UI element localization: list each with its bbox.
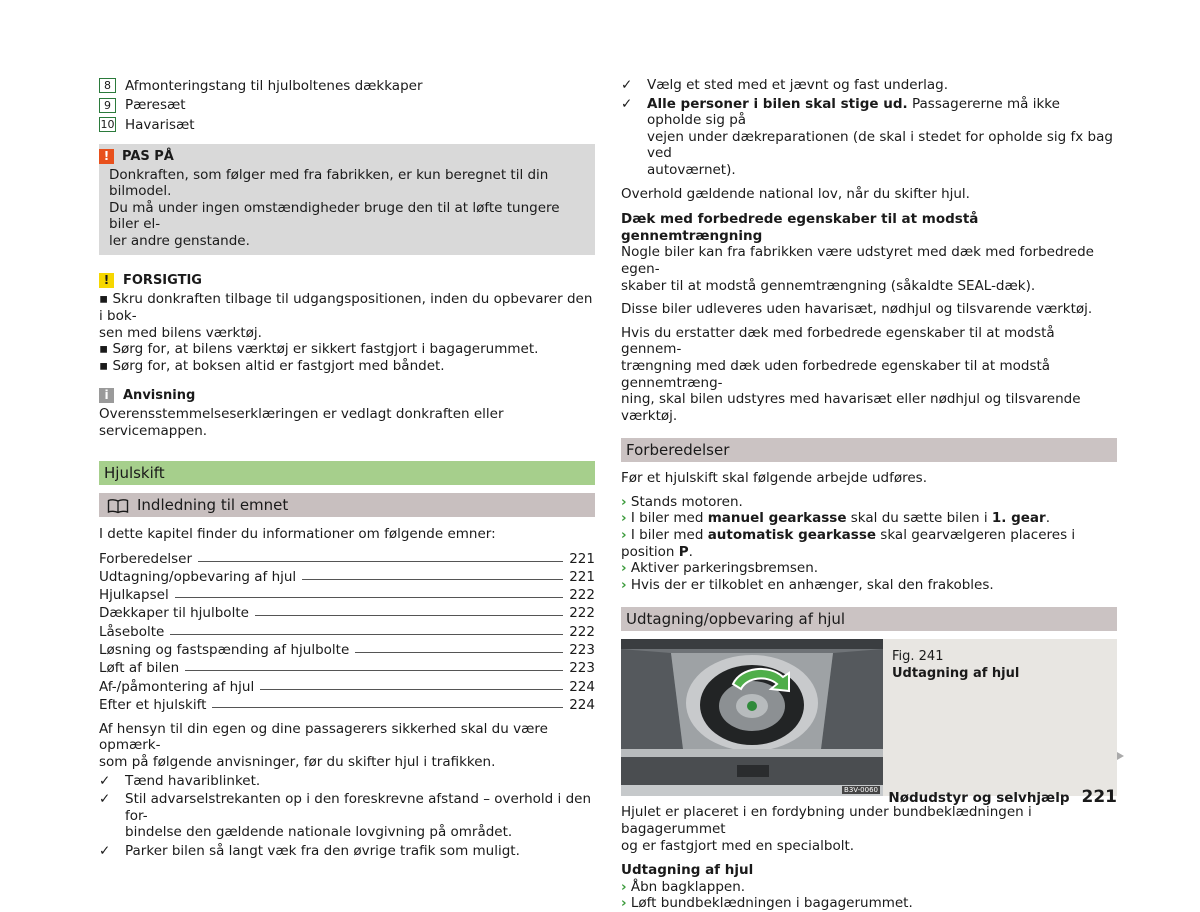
toc-label: Hjulkapsel	[99, 587, 169, 604]
step-bold: P	[678, 543, 689, 560]
prep-step	[621, 494, 1117, 511]
figure	[621, 639, 1117, 796]
check-icon: ✓	[621, 77, 633, 93]
notice-label: PAS PÅ	[122, 148, 174, 164]
toc-leader	[185, 670, 563, 671]
toc-page: 223	[569, 642, 595, 658]
toc-label: Af-/påmontering af hjul	[99, 678, 255, 695]
arrow-icon: ›	[621, 576, 627, 593]
warning-icon: !	[99, 149, 114, 164]
removal-step	[621, 895, 1117, 912]
legend-number: 8	[99, 78, 116, 93]
checklist-line: Stil advarselstrekanten op i den foreskrevne afstand – overhold i den for-	[125, 791, 592, 824]
legend-item	[99, 96, 595, 116]
step-text: skal gearvælgeren placeres i position	[621, 527, 1076, 560]
toc-page: 224	[569, 696, 595, 713]
step-text: .	[1045, 510, 1050, 527]
checklist-line: Vælg et sted med et jævnt og fast underlag.	[647, 77, 949, 93]
seal-line: Hvis du erstatter dæk med forbedrede egenskaber til at modstå gennem-	[621, 324, 1055, 358]
legend-text: Afmonteringstang til hjulboltenes dækkaper	[125, 77, 423, 94]
caution-header	[99, 272, 595, 289]
figure-title: Udtagning af hjul	[892, 666, 1020, 682]
notice-header	[99, 148, 585, 165]
step-text: Åbn bagklappen.	[630, 878, 746, 895]
info-box	[99, 387, 595, 439]
toc-entry[interactable]	[99, 640, 595, 658]
figure-image	[621, 639, 883, 796]
safety-line: Af hensyn til din egen og dine passagerers sikkerhed skal du være opmærk-	[99, 720, 548, 754]
check-icon: ✓	[99, 772, 111, 789]
caution-line: ▪ Sørg for, at bilens værktøj er sikkert fastgjort i bagagerummet.	[99, 341, 539, 358]
prep-steps	[621, 494, 1117, 594]
prep-step	[621, 510, 1117, 527]
checklist-item	[99, 791, 595, 841]
seal-line: Nogle biler kan fra fabrikken være udstyret med dæk med forbedrede egen-	[621, 244, 1094, 277]
toc-entry[interactable]	[99, 603, 595, 621]
toc-leader	[355, 652, 563, 653]
arrow-icon: ›	[621, 510, 627, 527]
checklist-left	[99, 773, 595, 860]
checklist-item	[621, 96, 1117, 179]
law-text: Overhold gældende national lov, når du skifter hjul.	[621, 185, 970, 202]
caution-box	[99, 272, 595, 374]
toc-label: Forberedelser	[99, 550, 193, 567]
prep-heading: Forberedelser	[621, 438, 1117, 462]
safety-line: som på følgende anvisninger, før du skifter hjul i trafikken.	[99, 754, 496, 771]
toc-label: Løsning og fastspænding af hjulbolte	[99, 642, 350, 658]
toc-entry[interactable]	[99, 621, 595, 639]
page-number: 221	[1081, 787, 1117, 807]
figure-code: B3V-0060	[844, 786, 878, 795]
step-text: I biler med	[630, 527, 708, 544]
step-text: skal du sætte bilen i	[846, 510, 992, 527]
seal-paragraph	[621, 325, 1117, 425]
removal-desc	[621, 804, 1117, 854]
toc-label: Dækkaper til hjulbolte	[99, 605, 249, 622]
step-text: Aktiver parkeringsbremsen.	[630, 560, 819, 577]
toc-entry[interactable]	[99, 567, 595, 585]
arrow-icon: ›	[621, 560, 627, 577]
footer-chapter-title: Nødudstyr og selvhjælp	[888, 790, 1070, 806]
toc-leader	[175, 597, 563, 598]
toc-leader	[212, 707, 563, 708]
intro-heading: Indledning til emnet	[137, 495, 289, 514]
info-text: Overensstemmelseserklæringen er vedlagt donkraften eller servicemappen.	[99, 406, 504, 440]
toc-leader	[260, 689, 563, 690]
arrow-icon: ›	[621, 895, 627, 912]
intro-heading-bar	[99, 493, 595, 517]
legend-number: 10	[100, 118, 115, 132]
toc-entry[interactable]	[99, 676, 595, 694]
continue-arrow-icon	[1117, 752, 1124, 760]
step-text: Hvis der er tilkoblet en anhænger, skal den frakobles.	[630, 576, 994, 593]
book-icon	[107, 497, 129, 513]
toc-page: 222	[569, 587, 595, 604]
removal-subheading: Udtagning af hjul	[621, 862, 754, 879]
arrow-icon: ›	[621, 527, 627, 544]
legend-list	[99, 76, 595, 135]
prep-step	[621, 577, 1117, 594]
step-text: Stands motoren.	[630, 493, 743, 510]
figure-caption	[883, 639, 1019, 796]
removal-line: Hjulet er placeret i en fordybning under bundbeklædningen i bagagerummet	[621, 804, 1032, 838]
caution-icon: !	[99, 273, 114, 288]
prep-step	[621, 560, 1117, 577]
toc-label: Løft af bilen	[99, 660, 180, 677]
toc-label: Efter et hjulskift	[99, 696, 207, 713]
prep-step	[621, 527, 1117, 560]
toc-entry[interactable]	[99, 695, 595, 713]
toc-entry[interactable]	[99, 548, 595, 566]
notice-line: Du må under ingen omstændigheder bruge den til at løfte tungere biler el-	[109, 199, 560, 233]
left-column	[99, 76, 595, 860]
toc-leader	[255, 615, 563, 616]
toc-label: Låsebolte	[99, 623, 165, 640]
safety-paragraph	[99, 721, 595, 771]
step-text: I biler med	[630, 510, 708, 527]
checklist-line: vejen under dækreparationen (de skal i stedet for opholde sig fx bag ved	[647, 128, 1113, 162]
legend-text: Pæresæt	[125, 97, 186, 114]
seal-line: trængning med dæk uden forbedrede egenskaber til at modstå gennemtræng-	[621, 357, 1051, 391]
page-footer	[888, 787, 1117, 807]
checklist-item	[99, 773, 595, 790]
toc-leader	[170, 634, 563, 635]
intro-text: I dette kapitel finder du informationer om følgende emner:	[99, 525, 496, 542]
toc-page: 222	[569, 605, 595, 622]
section-title: Hjulskift	[99, 461, 595, 485]
toc-page: 223	[569, 660, 595, 677]
caution-line: ▪ Sørg for, at boksen altid er fastgjort med båndet.	[99, 357, 445, 374]
info-icon: i	[99, 388, 114, 403]
notice-box	[99, 144, 595, 256]
legend-text: Havarisæt	[125, 116, 195, 133]
prep-intro: Før et hjulskift skal følgende arbejde udføres.	[621, 470, 927, 487]
notice-line: Donkraften, som følger med fra fabrikken, er kun beregnet til din bilmodel.	[109, 166, 549, 200]
check-icon: ✓	[99, 791, 111, 808]
notice-line: ler andre genstande.	[109, 232, 250, 249]
step-bold: automatisk gearkasse	[707, 527, 877, 544]
seal-line: ning, skal bilen udstyres med havarisæt eller nødhjul og tilsvarende værktøj.	[621, 391, 1081, 424]
checklist-line: Tænd havariblinket.	[125, 772, 261, 789]
check-icon: ✓	[621, 95, 633, 112]
checklist-line: autoværnet).	[647, 161, 736, 178]
seal-heading: Dæk med forbedrede egenskaber til at modstå gennemtrængning	[621, 211, 979, 244]
caution-label: FORSIGTIG	[123, 273, 202, 289]
toc-leader	[198, 561, 563, 562]
step-text: Løft bundbeklædningen i bagagerummet.	[630, 895, 913, 912]
figure-number: Fig. 241	[892, 649, 944, 665]
checklist-line: bindelse den gældende nationale lovgivning på området.	[125, 824, 513, 841]
arrow-icon: ›	[621, 493, 627, 510]
toc-label: Udtagning/opbevaring af hjul	[99, 568, 297, 585]
checklist-item	[621, 77, 1117, 94]
info-header	[99, 387, 595, 404]
check-icon: ✓	[99, 843, 111, 860]
step-text: .	[688, 543, 693, 560]
arrow-icon: ›	[621, 878, 627, 895]
removal-step	[621, 879, 1117, 896]
caution-line: sen med bilens værktøj.	[99, 324, 262, 341]
checklist-right	[621, 77, 1117, 179]
toc-leader	[302, 579, 563, 580]
removal-line: og er fastgjort med en specialbolt.	[621, 837, 855, 854]
checklist-bold: Alle personer i bilen skal stige ud.	[647, 95, 908, 112]
legend-item	[99, 115, 595, 135]
caution-line: ▪ Skru donkraften tilbage til udgangspositionen, inden du opbevarer den i bok-	[99, 291, 593, 325]
legend-number: 9	[99, 98, 116, 113]
legend-item	[99, 76, 595, 96]
checklist-item	[99, 843, 595, 860]
step-bold: 1. gear	[991, 510, 1046, 527]
toc-entry[interactable]	[99, 585, 595, 603]
removal-heading: Udtagning/opbevaring af hjul	[621, 607, 1117, 631]
seal-section	[621, 211, 1117, 424]
step-bold: manuel gearkasse	[707, 510, 847, 527]
table-of-contents	[99, 548, 595, 713]
toc-page: 221	[569, 568, 595, 585]
toc-page: 224	[569, 678, 595, 695]
checklist-line: Passagererne må ikke opholde sig på	[647, 95, 1060, 129]
toc-page: 222	[569, 623, 595, 640]
spare-wheel-illustration	[621, 639, 883, 796]
seal-line: skaber til at modstå gennemtrængning (såkaldte SEAL-dæk).	[621, 277, 1036, 294]
checklist-line: Parker bilen så langt væk fra den øvrige trafik som muligt.	[125, 843, 520, 860]
toc-entry[interactable]	[99, 658, 595, 676]
info-label: Anvisning	[123, 388, 196, 404]
toc-page: 221	[569, 550, 595, 567]
seal-paragraph: Disse biler udleveres uden havarisæt, nødhjul og tilsvarende værktøj.	[621, 301, 1093, 318]
